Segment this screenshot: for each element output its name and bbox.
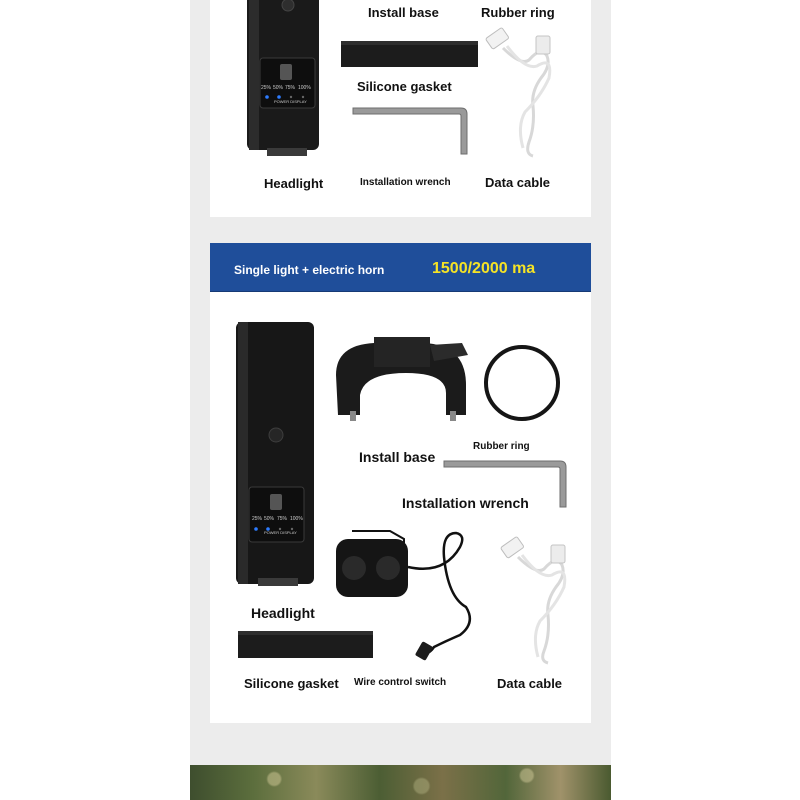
silicone-gasket-image — [238, 631, 374, 661]
silicone-gasket-label: Silicone gasket — [357, 79, 452, 94]
indicator-level-100: 100% — [298, 85, 311, 91]
indicator-level-25: 25% — [252, 516, 263, 522]
foliage-photo-strip — [190, 765, 611, 800]
rubber-ring-image — [482, 343, 562, 423]
headlight-image — [247, 0, 327, 160]
data-cable-label: Data cable — [485, 175, 551, 190]
data-cable-label: Data cable — [497, 676, 563, 691]
wrench-image — [353, 106, 473, 156]
wire-control-switch-label: Wire control switch — [354, 677, 447, 688]
indicator-level-75: 75% — [277, 516, 288, 522]
power-display-label: POWER DISPLAY — [264, 530, 297, 535]
rubber-ring-label: Rubber ring — [481, 5, 555, 20]
indicator-level-50: 50% — [273, 85, 284, 91]
data-cable-image — [481, 26, 561, 158]
headlight-label: Headlight — [264, 176, 324, 191]
package-banner — [210, 243, 591, 292]
data-cable-image — [496, 535, 576, 665]
indicator-level-50: 50% — [264, 516, 275, 522]
installation-wrench-label: Installation wrench — [402, 495, 529, 511]
banner-title: Single light + electric horn — [234, 263, 385, 277]
banner-capacity: 1500/2000 ma — [432, 260, 536, 277]
install-base-label: Install base — [368, 5, 439, 20]
install-base-label: Install base — [359, 449, 436, 465]
silicone-gasket-image — [341, 41, 479, 69]
indicator-level-25: 25% — [261, 85, 272, 91]
accessories-card-2 — [210, 243, 591, 723]
installation-wrench-label: Installation wrench — [360, 177, 451, 188]
headlight-image — [236, 322, 316, 590]
accessories-card-1 — [210, 0, 591, 217]
silicone-gasket-label: Silicone gasket — [244, 676, 339, 691]
indicator-level-75: 75% — [285, 85, 296, 91]
rubber-ring-label: Rubber ring — [473, 441, 530, 452]
headlight-label: Headlight — [251, 605, 315, 621]
power-display-label: POWER DISPLAY — [274, 99, 307, 104]
install-base-image — [334, 335, 474, 435]
indicator-level-100: 100% — [290, 516, 303, 522]
